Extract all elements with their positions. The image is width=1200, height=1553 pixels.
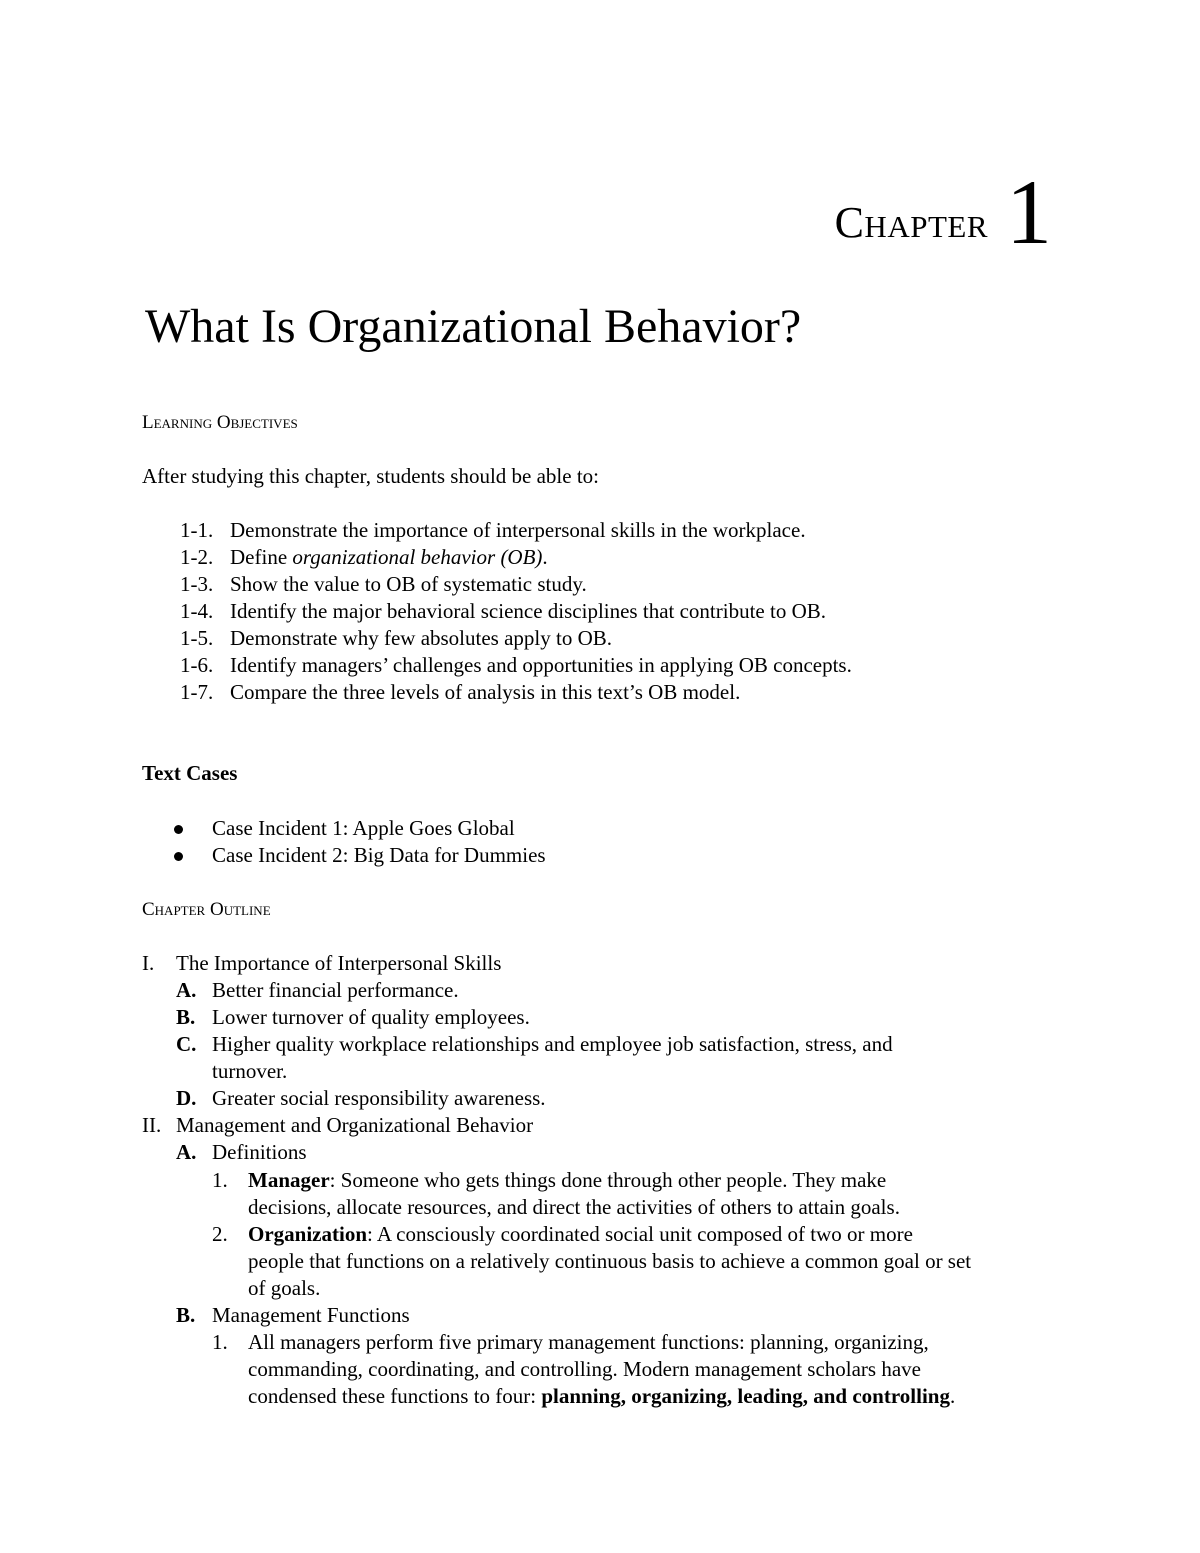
objective-number: 1-5. [180, 626, 214, 650]
outline-marker: A. [176, 1140, 197, 1164]
definition-term: Manager [248, 1168, 330, 1192]
functions-prefix: condensed these functions to four: [248, 1384, 542, 1408]
outline-item-text: Better financial performance. [212, 978, 459, 1002]
outline-marker: B. [176, 1303, 196, 1327]
objective-number: 1-7. [180, 680, 214, 704]
outline-item-text: Higher quality workplace relationships and employee job satisfaction, stress, and [212, 1032, 893, 1056]
outline-item-text: Management Functions [212, 1303, 410, 1327]
outline-marker: B. [176, 1005, 196, 1029]
objective-number: 1-1. [180, 518, 214, 542]
case-item: Case Incident 2: Big Data for Dummies [212, 843, 546, 867]
definition-term: Organization [248, 1222, 367, 1246]
outline-marker: I. [142, 951, 155, 975]
chapter-number: 1 [1006, 161, 1052, 263]
objective-text-suffix: . [542, 545, 548, 569]
case-item: Case Incident 1: Apple Goes Global [212, 816, 515, 840]
outline-subitem-continuation [248, 1383, 955, 1410]
objective-text-prefix: Define [230, 545, 293, 569]
definition-text: : A consciously coordinated social unit composed of two or more [367, 1222, 913, 1246]
objective-number: 1-6. [180, 653, 214, 677]
learning-objectives-intro: After studying this chapter, students should be able to: [142, 464, 599, 488]
objective-text: Compare the three levels of analysis in this text’s OB model. [230, 680, 741, 704]
objective-term: organizational behavior (OB) [292, 545, 543, 569]
learning-objectives-heading: Learning Objectives [142, 412, 298, 433]
objective-text: Show the value to OB of systematic study. [230, 572, 587, 596]
outline-subitem-continuation: commanding, coordinating, and controlling. Modern management scholars have [248, 1357, 921, 1381]
outline-subitem-text: All managers perform five primary management functions: planning, organizing, [248, 1330, 929, 1354]
outline-section-title: The Importance of Interpersonal Skills [176, 951, 502, 975]
outline-subitem-continuation: decisions, allocate resources, and direct the activities of others to attain goals. [248, 1195, 900, 1219]
outline-marker: D. [176, 1086, 197, 1110]
outline-section-title: Management and Organizational Behavior [176, 1113, 534, 1137]
outline-marker: A. [176, 978, 197, 1002]
outline-subitem-continuation: people that functions on a relatively continuous basis to achieve a common goal or set [248, 1249, 972, 1273]
objective-number: 1-4. [180, 599, 214, 623]
chapter-word: Chapter [834, 198, 988, 247]
outline-marker: C. [176, 1032, 197, 1056]
chapter-outline-heading: Chapter Outline [142, 899, 271, 920]
objective-text: Demonstrate why few absolutes apply to OB. [230, 626, 613, 650]
objective-text: Identify the major behavioral science disciplines that contribute to OB. [230, 599, 826, 623]
page-title: What Is Organizational Behavior? [145, 300, 802, 353]
objective-text: Demonstrate the importance of interpersonal skills in the workplace. [230, 518, 806, 542]
text-cases-heading: Text Cases [142, 761, 238, 785]
outline-marker: 1. [212, 1168, 228, 1192]
objective-text: Identify managers’ challenges and opportunities in applying OB concepts. [230, 653, 852, 677]
outline-subitem-text [248, 1221, 913, 1248]
functions-list: planning, organizing, leading, and controlling [541, 1384, 950, 1408]
outline-item-continuation: turnover. [212, 1059, 288, 1083]
objective-text [230, 544, 548, 571]
outline-item-text: Lower turnover of quality employees. [212, 1005, 530, 1029]
functions-suffix: . [949, 1384, 956, 1408]
outline-marker: 2. [212, 1222, 228, 1246]
outline-subitem-text [248, 1167, 886, 1194]
objective-number: 1-3. [180, 572, 214, 596]
bullet-icon [174, 852, 183, 861]
bullet-icon [174, 825, 183, 834]
outline-marker: 1. [212, 1330, 228, 1354]
outline-marker: II. [142, 1113, 162, 1137]
outline-item-text: Greater social responsibility awareness. [212, 1086, 546, 1110]
outline-subitem-continuation: of goals. [248, 1276, 321, 1300]
chapter-label [834, 161, 1052, 263]
definition-text: : Someone who gets things done through other people. They make [329, 1168, 887, 1192]
outline-item-text: Definitions [212, 1140, 307, 1164]
objective-number: 1-2. [180, 545, 214, 569]
